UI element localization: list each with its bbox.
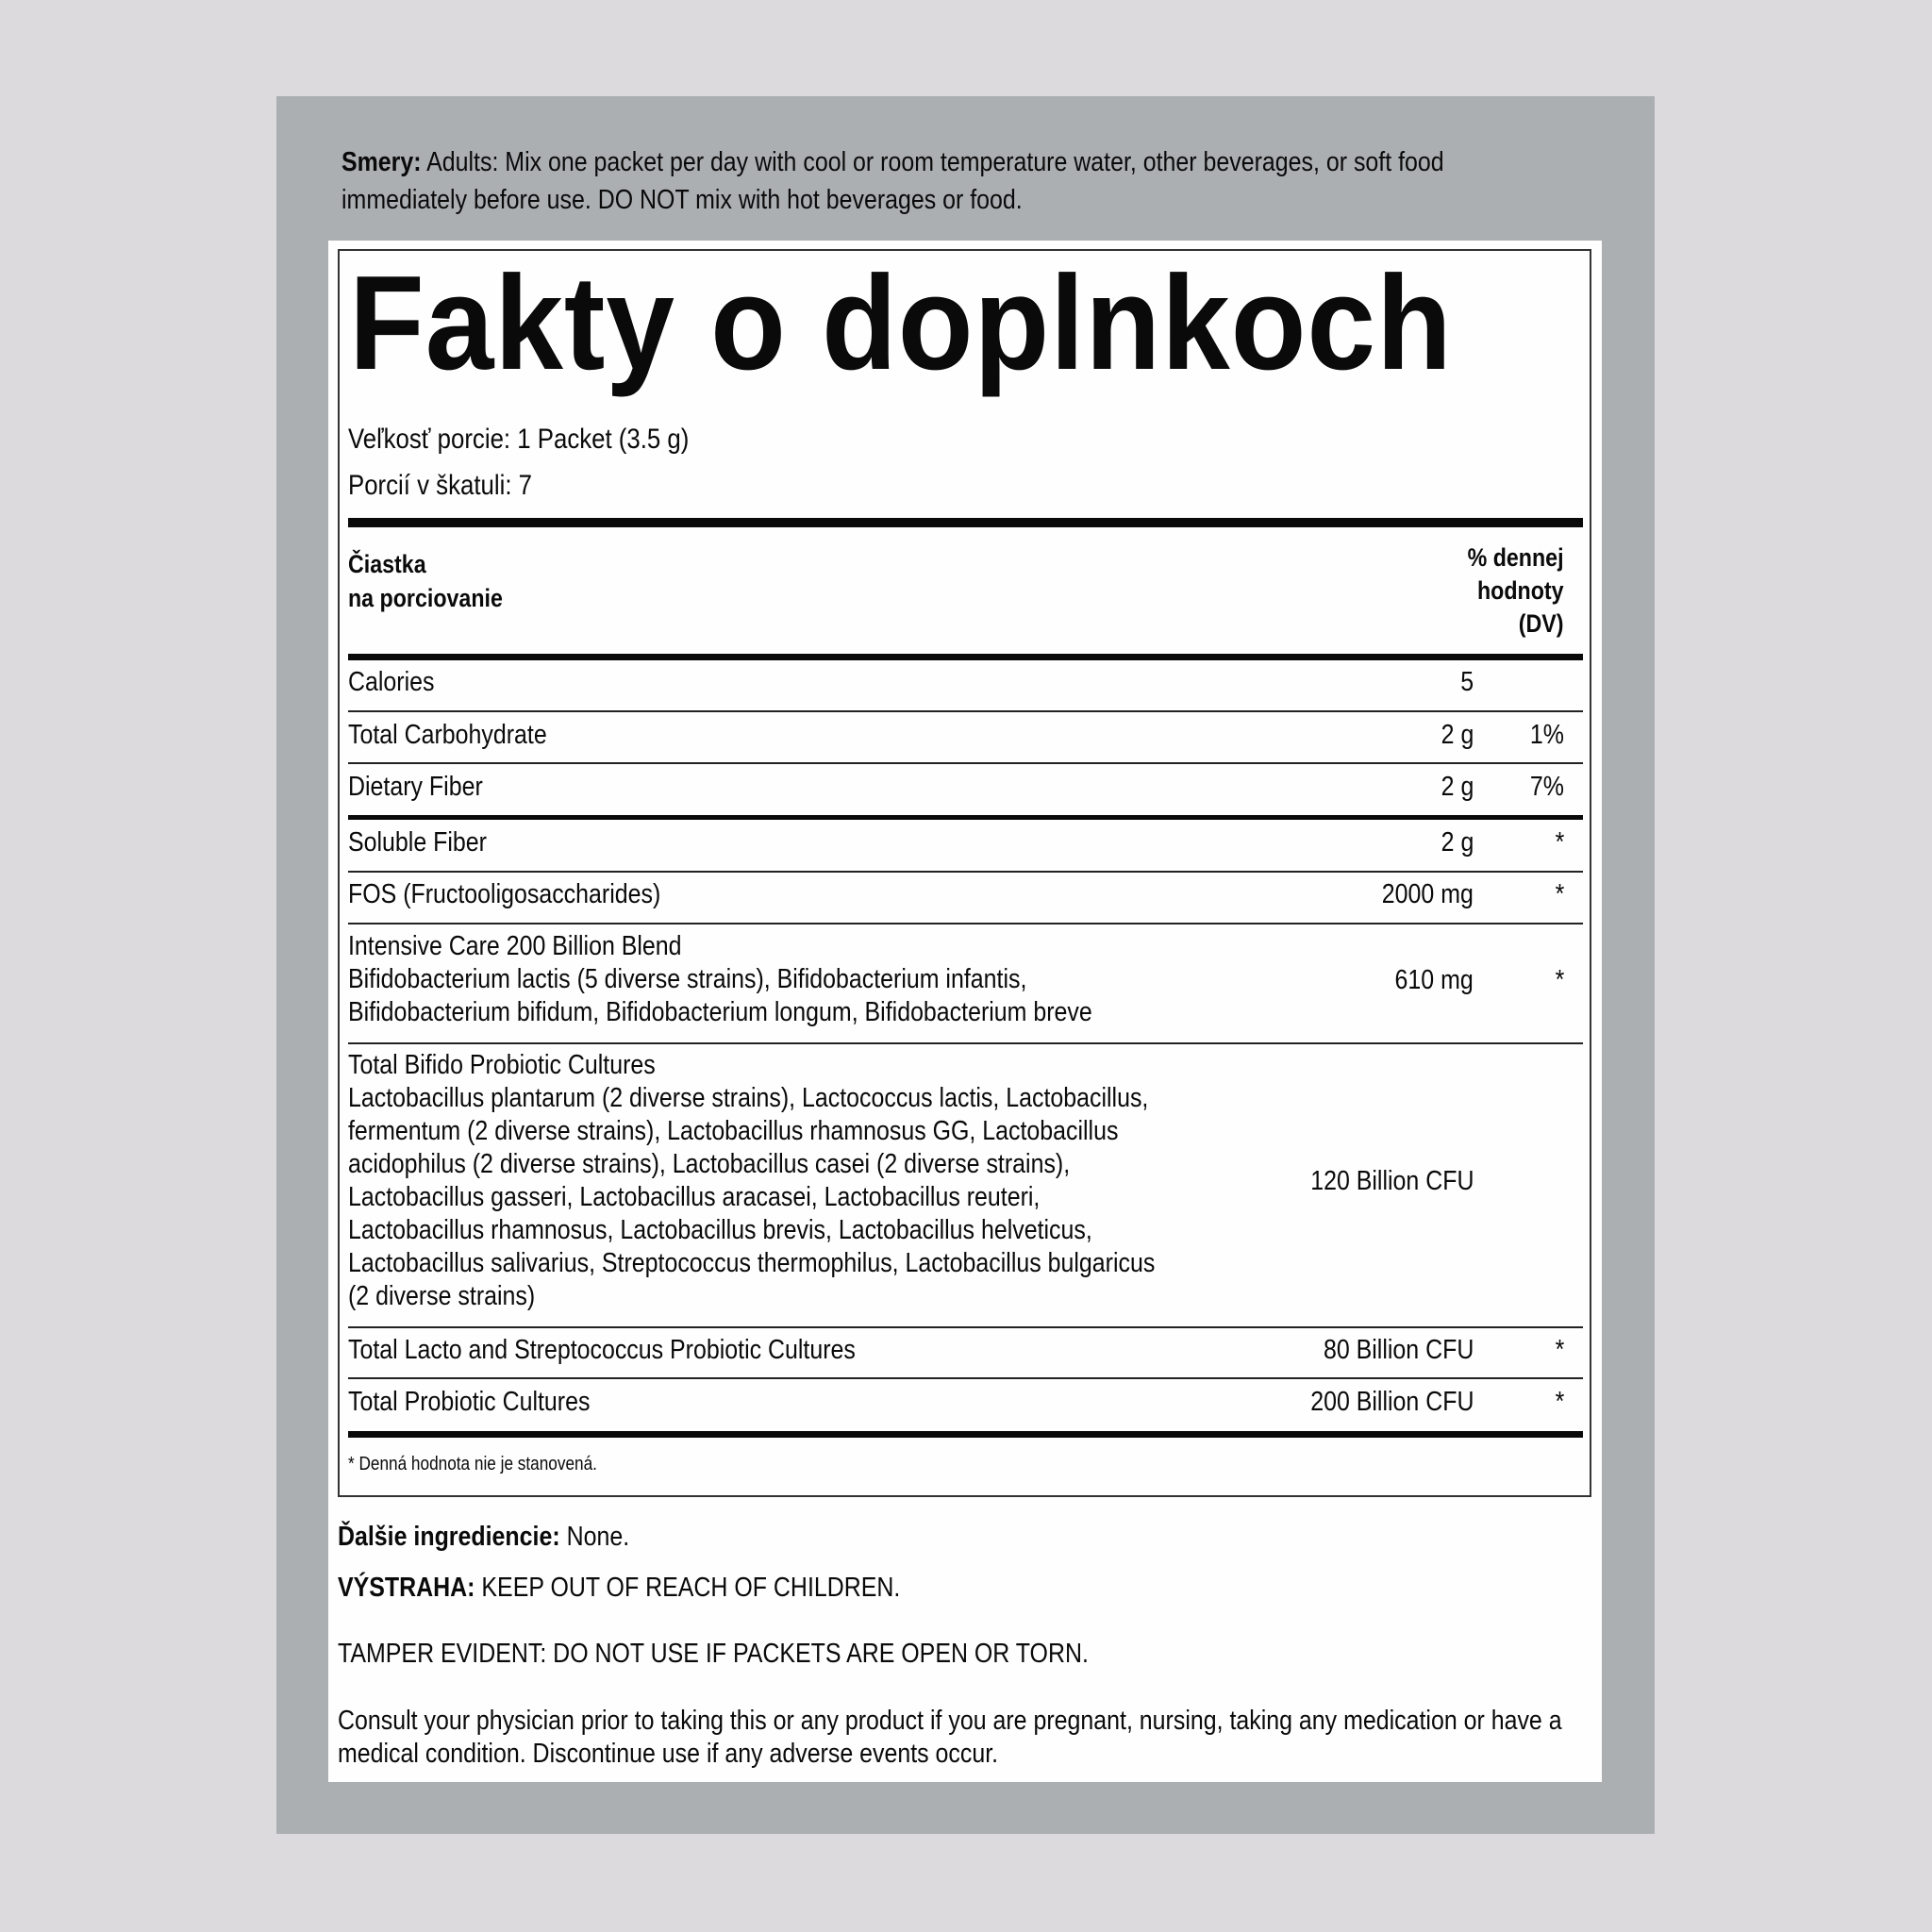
nutrient-name: Total Probiotic Cultures (348, 1387, 591, 1417)
directions-body-line2: immediately before use. DO NOT mix with hot beverages or food. (341, 185, 1023, 215)
nutrient-amount: 80 Billion CFU (1323, 1335, 1474, 1365)
facts-title: Fakty o doplnkoch (349, 248, 1453, 398)
nutrient-amount: 2 g (1441, 827, 1474, 858)
daily-value-footnote: * Denná hodnota nie je stanovená. (348, 1454, 597, 1474)
divider-thin (348, 1042, 1583, 1044)
directions-label: Smery: (341, 147, 422, 177)
divider-thin (348, 923, 1583, 924)
nutrient-name: Soluble Fiber (348, 827, 487, 858)
blend-amount: 610 mg (1394, 965, 1474, 995)
nutrient-daily-value: * (1555, 1387, 1564, 1417)
nutrient-name: FOS (Fructooligosaccharides) (348, 879, 661, 909)
divider-thin (348, 871, 1583, 873)
divider-thick (348, 1431, 1583, 1438)
divider-medium (348, 815, 1583, 820)
divider-thick (348, 654, 1583, 660)
nutrient-name: Total Lacto and Streptococcus Probiotic Cultures (348, 1335, 856, 1365)
tamper-evident-text: TAMPER EVIDENT: DO NOT USE IF PACKETS ARE OPEN OR TORN. (338, 1639, 1089, 1669)
other-ingredients: Ďalšie ingrediencie: None. (338, 1522, 630, 1552)
blend-name: Intensive Care 200 Billion Blend Bifidobacterium lactis (5 diverse strains), Bifidobacterium infantis, Bifidobacterium bifidum, Bifidobacterium longum, Bifidobacterium breve (348, 931, 1092, 1027)
blend-daily-value: * (1555, 965, 1564, 995)
consult-physician-text: Consult your physician prior to taking this or any product if you are pregnant, nursing, taking any medication or have a medical condition. Discontinue use if any adverse events occur. (338, 1706, 1562, 1769)
nutrient-daily-value: 7% (1529, 772, 1564, 802)
bifido-cultures-name: Total Bifido Probiotic Cultures Lactobacillus plantarum (2 diverse strains), Lactococcus lactis, Lactobacillus, fermentum (2 diverse strains), Lactobacillus rhamnosus GG, Lactobacillus acidophilus (2 diverse strains), Lactobacillus casei (2 diverse strains), Lactobacillus gasseri, Lactobacillus aracasei, Lactobacillus reuteri, Lactobacillus rhamnosus, Lactobacillus brevis, Lactobacillus helveticus, Lactobacillus salivarius, Streptococcus thermophilus, Lactobacillus bulgaricus (2 diverse strains) (348, 1050, 1156, 1311)
divider-thin (348, 1326, 1583, 1328)
divider-thin (348, 1377, 1583, 1379)
nutrient-daily-value: * (1555, 827, 1564, 858)
serving-size: Veľkosť porcie: 1 Packet (3.5 g) (348, 424, 690, 455)
amount-per-serving-header: Čiastka na porciovanie (348, 550, 503, 612)
bifido-cultures-amount: 120 Billion CFU (1309, 1166, 1474, 1196)
nutrient-daily-value: * (1555, 1335, 1564, 1365)
nutrient-daily-value: * (1555, 879, 1564, 909)
nutrient-amount: 5 (1460, 667, 1474, 697)
divider-thick (348, 518, 1583, 527)
directions-text (341, 143, 1596, 219)
warning-text: VÝSTRAHA: KEEP OUT OF REACH OF CHILDREN. (338, 1573, 901, 1603)
nutrient-name: Dietary Fiber (348, 772, 483, 802)
daily-value-header: % dennej hodnoty (DV) (1468, 543, 1564, 638)
nutrient-amount: 2 g (1441, 772, 1474, 802)
directions-body: Adults: Mix one packet per day with cool or room temperature water, other beverages, or soft food (426, 147, 1444, 177)
divider-thin (348, 762, 1583, 764)
divider-thin (348, 710, 1583, 712)
nutrient-amount: 2 g (1441, 720, 1474, 750)
nutrient-name: Calories (348, 667, 435, 697)
nutrient-name: Total Carbohydrate (348, 720, 547, 750)
nutrient-amount: 2000 mg (1381, 879, 1474, 909)
nutrient-amount: 200 Billion CFU (1309, 1387, 1474, 1417)
servings-per-container: Porcií v škatuli: 7 (348, 470, 533, 501)
nutrient-daily-value: 1% (1529, 720, 1564, 750)
